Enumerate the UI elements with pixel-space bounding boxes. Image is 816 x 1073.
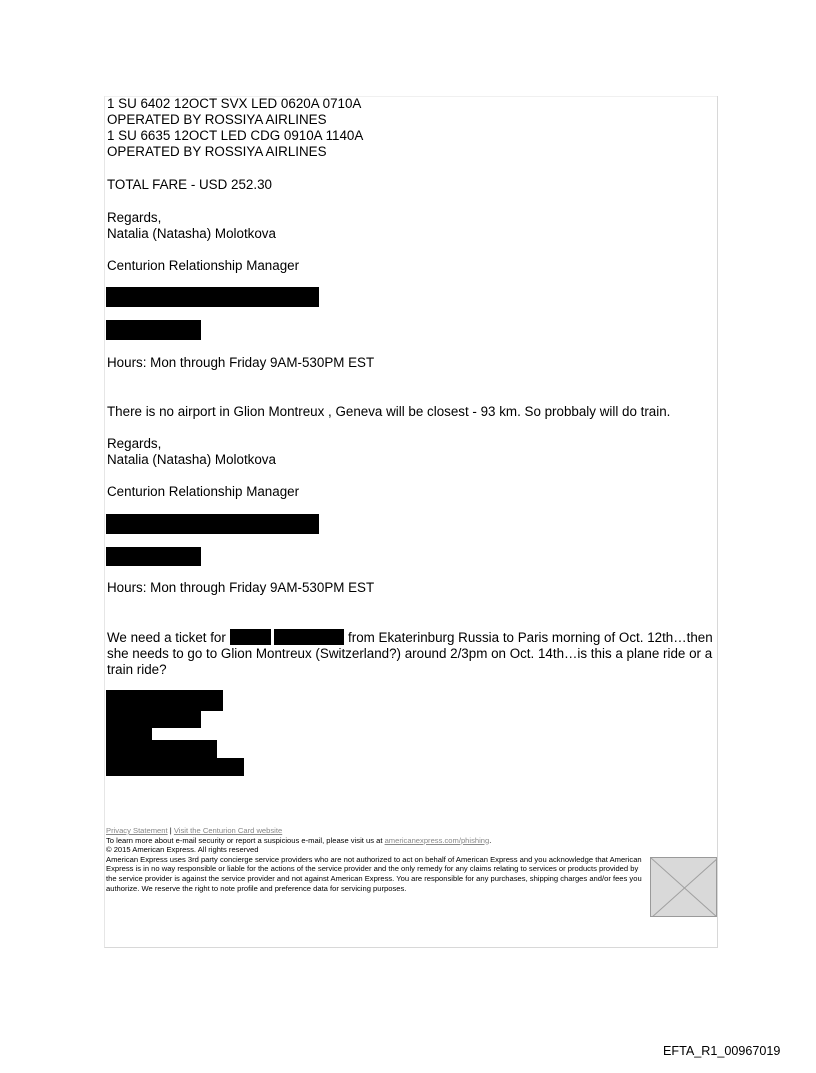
signature-name: Natalia (Natasha) Molotkova [107, 226, 276, 241]
redaction-block [106, 287, 319, 307]
redaction-block [106, 320, 201, 340]
security-notice-text: To learn more about e-mail security or report a suspicious e-mail, please visit us at [106, 835, 385, 845]
request-message [107, 629, 719, 678]
message-body: There is no airport in Glion Montreux , Geneva will be closest - 93 km. So probbaly will do train. [107, 404, 671, 419]
redaction-inline [274, 629, 344, 645]
request-message-part-2: from Ekaterinburg Russia to Paris morning of Oct. 12th…then she needs to go to Glion Montreux (Switzerland?) around 2/3pm on Oct. 14th…is this a plane ride or a train ride? [107, 630, 713, 677]
footer-link-separator: | [169, 826, 172, 835]
itinerary-operated-by-1: OPERATED BY ROSSIYA AIRLINES [107, 112, 327, 127]
itinerary-operated-by-2: OPERATED BY ROSSIYA AIRLINES [107, 144, 327, 159]
signature-hours: Hours: Mon through Friday 9AM-530PM EST [107, 355, 375, 370]
redaction-block [106, 690, 152, 776]
signature-title: Centurion Relationship Manager [107, 258, 300, 273]
redaction-block [152, 711, 201, 728]
itinerary-line-2: 1 SU 6635 12OCT LED CDG 0910A 1140A [107, 128, 364, 143]
signature-title: Centurion Relationship Manager [107, 484, 300, 499]
signature-hours: Hours: Mon through Friday 9AM-530PM EST [107, 580, 375, 595]
security-notice: To learn more about e-mail security or report a suspicious e-mail, please visit us at americanexpress.com/phishing. [106, 835, 492, 845]
total-fare: TOTAL FARE - USD 252.30 [107, 177, 272, 192]
phishing-link[interactable]: americanexpress.com/phishing [384, 835, 490, 845]
redaction-block [152, 690, 223, 711]
footer-links [106, 826, 650, 836]
centurion-website-link[interactable]: Visit the Centurion Card website [173, 826, 283, 835]
copyright: © 2015 American Express. All rights reserved [106, 845, 259, 855]
redaction-inline [230, 629, 271, 645]
image-placeholder-icon [650, 857, 717, 917]
email-footer [106, 826, 650, 893]
signature-regards: Regards, [107, 436, 162, 451]
document-id: EFTA_R1_00967019 [663, 1044, 781, 1058]
signature-regards: Regards, [107, 210, 162, 225]
redaction-block [152, 758, 244, 776]
signature-name: Natalia (Natasha) Molotkova [107, 452, 276, 467]
request-message-part-1: We need a ticket for [107, 630, 230, 645]
privacy-statement-link[interactable]: Privacy Statement [106, 826, 168, 835]
redaction-block [106, 547, 201, 566]
itinerary-line-1: 1 SU 6402 12OCT SVX LED 0620A 0710A [107, 96, 362, 111]
redaction-block [152, 740, 217, 758]
disclaimer: American Express uses 3rd party concierge service providers who are not authorized to act on behalf of American Express and you acknowledge that American Express is in no way responsible or liable for the actions of the service provider and the only remedy for any claims relating to services or products provided by the service provider is against the service provider and not against American Express. You are responsible for any purchases, shipping charges and/or fees you authorize. We reserve the right to note profile and preference data for servicing purposes. [106, 854, 642, 893]
redaction-block [106, 514, 319, 534]
